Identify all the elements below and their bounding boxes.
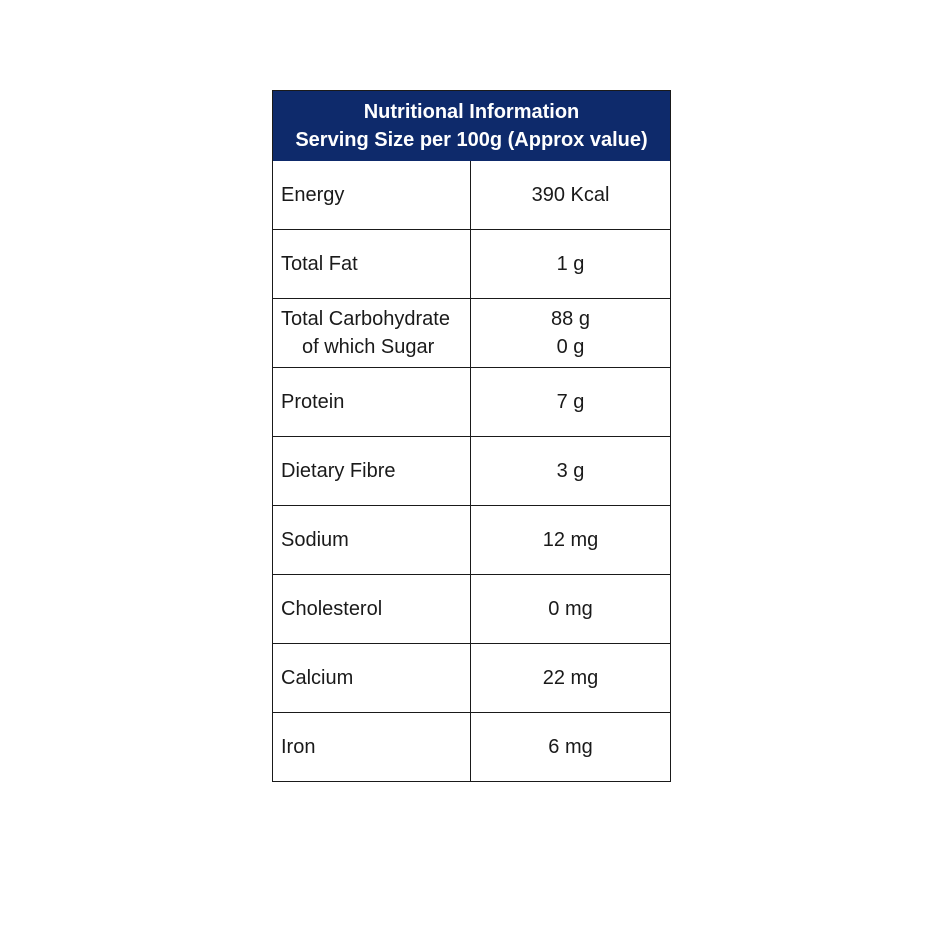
table-body (273, 161, 670, 781)
row-label (273, 437, 471, 505)
nutrition-table (272, 90, 671, 782)
table-row-protein (273, 367, 670, 436)
row-value (471, 713, 670, 781)
table-row-dietary-fibre (273, 436, 670, 505)
table-title: Nutritional Information (363, 101, 580, 123)
nutrient-name: Energy (281, 184, 345, 206)
row-value (471, 161, 670, 229)
row-value (471, 230, 670, 298)
row-label (273, 299, 471, 367)
row-value (471, 644, 670, 712)
row-value (471, 368, 670, 436)
table-row-sodium (273, 505, 670, 574)
row-value (471, 506, 670, 574)
nutrient-name: Calcium (281, 667, 354, 689)
nutrient-amount: 12 mg (542, 529, 599, 551)
row-label (273, 230, 471, 298)
nutrient-name: Total Carbohydrate (281, 308, 450, 330)
row-label (273, 713, 471, 781)
row-label (273, 161, 471, 229)
table-row-energy (273, 161, 670, 229)
nutrient-name: Dietary Fibre (281, 460, 396, 482)
row-label (273, 575, 471, 643)
nutrient-name: Total Fat (281, 253, 358, 275)
row-value (471, 575, 670, 643)
nutrient-amount: 6 mg (548, 736, 593, 758)
nutrient-amount: 390 Kcal (531, 184, 610, 206)
nutrient-sub-amount: 0 g (556, 336, 585, 358)
table-header (273, 91, 670, 161)
nutrient-amount: 7 g (556, 391, 585, 413)
nutrient-amount: 1 g (556, 253, 585, 275)
table-row-iron (273, 712, 670, 781)
nutrient-amount: 22 mg (542, 667, 599, 689)
table-row-total-carbohydrate (273, 298, 670, 367)
table-row-calcium (273, 643, 670, 712)
row-label (273, 506, 471, 574)
nutrient-name: Sodium (281, 529, 349, 551)
nutrient-amount: 0 mg (548, 598, 593, 620)
nutrient-sub-name: of which Sugar (302, 336, 435, 358)
row-value (471, 299, 670, 367)
row-label (273, 644, 471, 712)
nutrient-name: Iron (281, 736, 316, 758)
nutrient-amount: 88 g (551, 308, 590, 330)
table-row-total-fat (273, 229, 670, 298)
nutrient-name: Protein (281, 391, 345, 413)
nutrient-amount: 3 g (556, 460, 585, 482)
nutrient-name: Cholesterol (281, 598, 383, 620)
table-subtitle: Serving Size per 100g (Approx value) (295, 129, 648, 151)
row-label (273, 368, 471, 436)
row-value (471, 437, 670, 505)
table-row-cholesterol (273, 574, 670, 643)
